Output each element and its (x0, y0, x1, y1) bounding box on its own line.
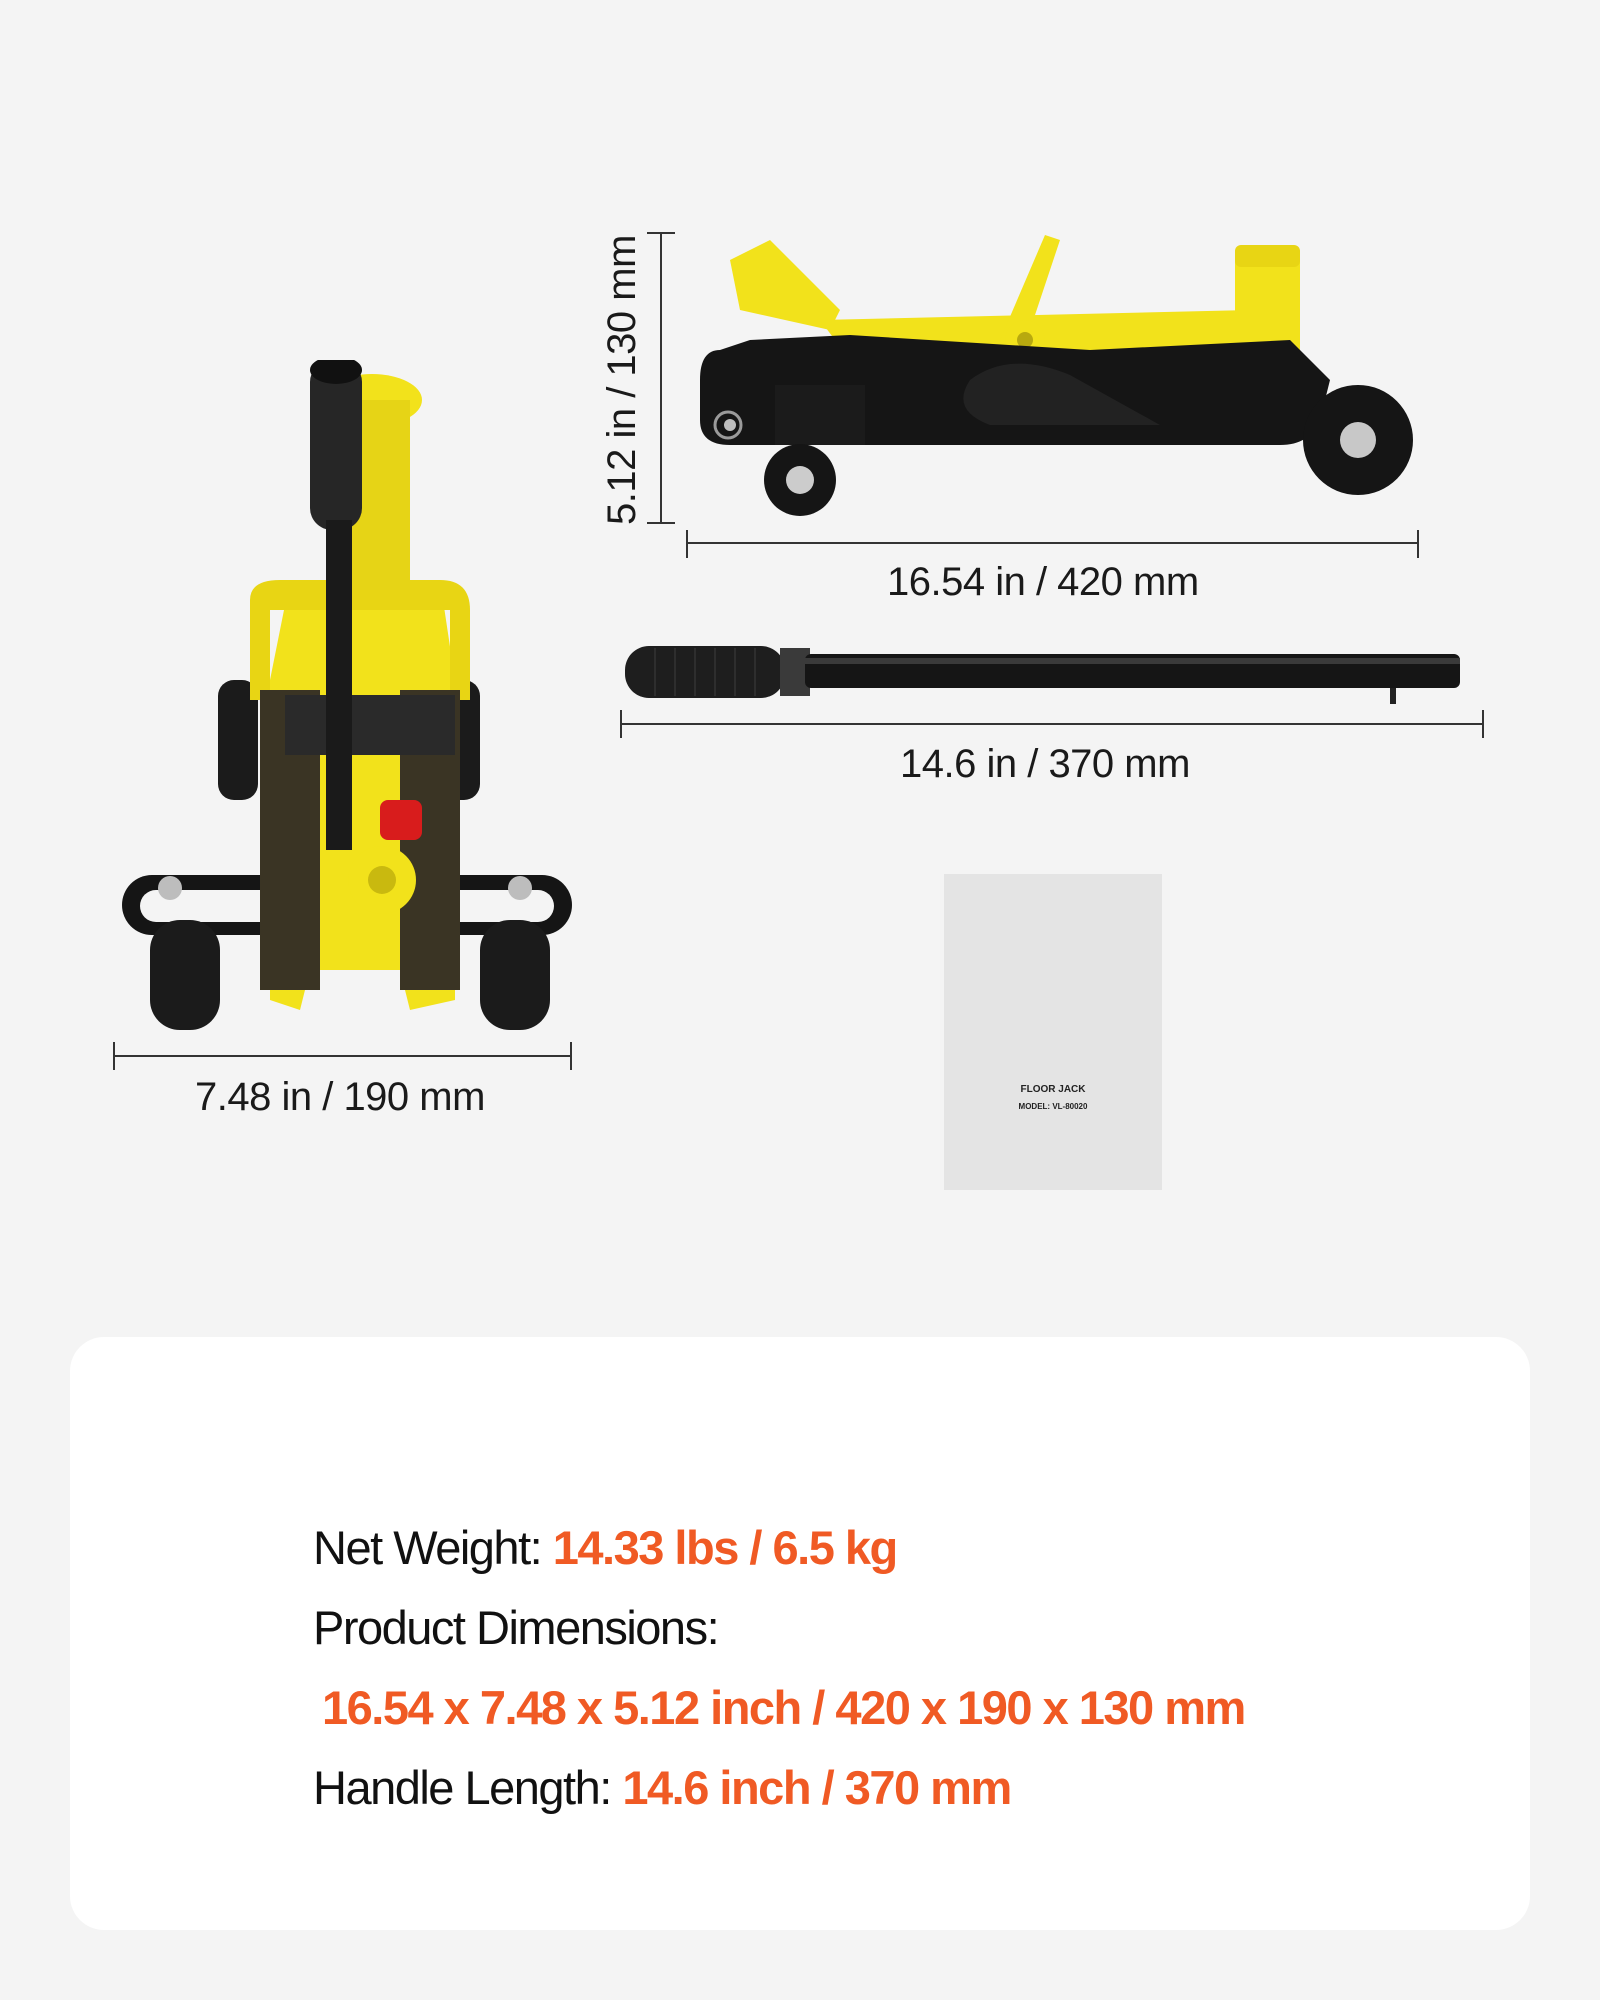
jack-front-view (110, 360, 590, 1040)
manual-title: FLOOR JACK (1020, 1084, 1086, 1095)
net-weight-spec (313, 1520, 897, 1575)
user-manual (944, 874, 1162, 1190)
width-dimension-line (113, 1055, 572, 1057)
length-dimension-label: 16.54 in / 420 mm (887, 560, 1199, 604)
length-dimension-line (686, 542, 1419, 544)
handle-length-value: 14.6 inch / 370 mm (622, 1761, 1011, 1814)
product-dimensions-spec-value (322, 1680, 1245, 1735)
jack-handle (625, 640, 1485, 710)
height-dimension-label: 5.12 in / 130 mm (600, 235, 644, 525)
product-dimensions-spec (313, 1600, 718, 1655)
product-dimensions-label: Product Dimensions: (313, 1601, 719, 1654)
handle-length-spec (313, 1760, 1011, 1815)
net-weight-label: Net Weight: (313, 1521, 542, 1574)
handle-dimension-label: 14.6 in / 370 mm (900, 742, 1190, 786)
height-dimension-line (660, 232, 662, 522)
handle-dimension-line (620, 723, 1484, 725)
spec-card (70, 1337, 1530, 1930)
handle-length-label: Handle Length: (313, 1761, 611, 1814)
product-dimensions-value: 16.54 x 7.48 x 5.12 inch / 420 x 190 x 130 mm (322, 1681, 1245, 1734)
width-dimension-label: 7.48 in / 190 mm (195, 1075, 485, 1119)
manual-model: MODEL: VL-80020 (1018, 1102, 1088, 1111)
jack-side-view (690, 230, 1420, 530)
net-weight-value: 14.33 lbs / 6.5 kg (552, 1521, 897, 1574)
